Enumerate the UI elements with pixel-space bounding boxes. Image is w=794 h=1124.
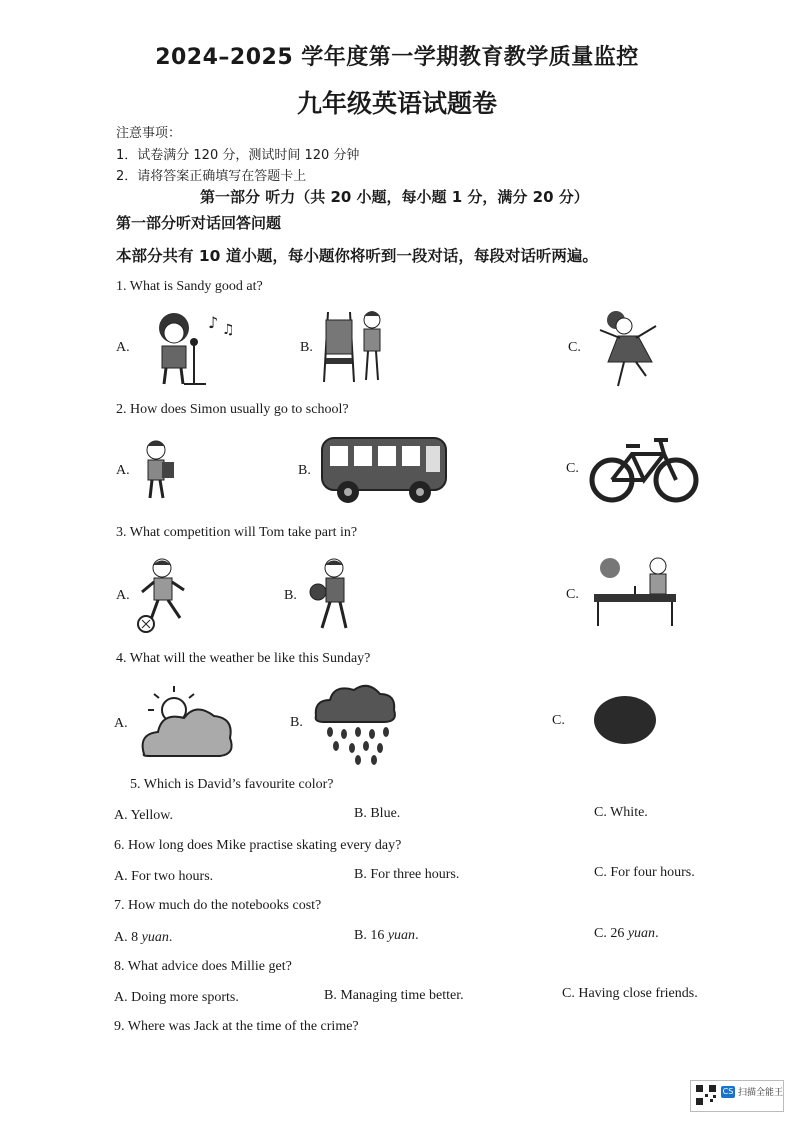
svg-text:♫: ♫ (222, 322, 235, 338)
exam-subtitle: 九年级英语试题卷 (296, 89, 497, 118)
q1-option-c-label: C. (568, 340, 581, 355)
note-item-1: 1．试卷满分 120 分，测试时间 120 分钟 (116, 148, 360, 163)
cs-badge: CS (722, 1087, 734, 1096)
question-8: 8. What advice does Millie get? (114, 959, 292, 974)
dancing-girl-icon (594, 306, 662, 388)
bus-icon (320, 434, 450, 506)
q3-option-c-label: C. (566, 587, 579, 602)
q1-option-b-label: B. (300, 340, 313, 355)
q5-option-a: A. Yellow. (114, 808, 173, 823)
question-2: 2. How does Simon usually go to school? (116, 402, 349, 417)
q8-option-b: B. Managing time better. (324, 988, 464, 1003)
q4-option-a-label: A. (114, 716, 128, 731)
dark-cloud-icon (592, 694, 658, 746)
section-title: 第一部分听对话回答问题 (116, 214, 282, 232)
q5-option-b: B. Blue. (354, 806, 401, 821)
question-3: 3. What competition will Tom take part in? (116, 525, 358, 540)
exam-title: 2024–2025 学年度第一学期教育教学质量监控 (155, 45, 639, 70)
q7-option-c: C. 26 yuan. (594, 926, 659, 941)
qr-code-icon (695, 1084, 717, 1106)
q4-option-c-label: C. (552, 713, 565, 728)
scanner-app-name: 扫描全能王 (738, 1088, 784, 1098)
q3-option-b-label: B. (284, 588, 297, 603)
bicycle-icon (588, 434, 700, 504)
q4-option-b-label: B. (290, 715, 303, 730)
question-9: 9. Where was Jack at the time of the crime? (114, 1019, 359, 1034)
question-1: 1. What is Sandy good at? (116, 279, 263, 294)
q3-option-a-label: A. (116, 588, 130, 603)
question-4: 4. What will the weather be like this Sunday? (116, 651, 371, 666)
football-boy-icon (136, 556, 190, 634)
q2-option-c-label: C. (566, 461, 579, 476)
q6-option-a: A. For two hours. (114, 869, 214, 884)
question-6: 6. How long does Mike practise skating every day? (114, 838, 402, 853)
walking-boy-icon (136, 436, 180, 500)
q7-option-b: B. 16 yuan. (354, 928, 419, 943)
q2-option-b-label: B. (298, 463, 311, 478)
question-7: 7. How much do the notebooks cost? (114, 898, 322, 913)
question-5: 5. Which is David’s favourite color? (130, 777, 334, 792)
q2-option-a-label: A. (116, 463, 130, 478)
q6-option-b: B. For three hours. (354, 867, 460, 882)
partly-cloudy-icon (136, 682, 236, 762)
q7-option-a: A. 8 yuan. (114, 930, 173, 945)
basketball-boy-icon (306, 556, 360, 634)
notes-heading: 注意事项： (116, 126, 182, 141)
q1-option-a-label: A. (116, 340, 130, 355)
rain-icon (312, 680, 398, 766)
note-item-2: 2．请将答案正确填写在答题卡上 (116, 169, 307, 184)
part1-title: 第一部分 听力（共 20 小题，每小题 1 分，满分 20 分） (200, 188, 589, 206)
section-instruction: 本部分共有 10 道小题，每小题你将听到一段对话，每段对话听两遍。 (116, 247, 598, 265)
scanner-watermark (690, 1080, 784, 1112)
q5-option-c: C. White. (594, 805, 648, 820)
q8-option-c: C. Having close friends. (562, 986, 698, 1001)
svg-text:♪: ♪ (208, 313, 219, 332)
q6-option-c: C. For four hours. (594, 865, 695, 880)
q8-option-a: A. Doing more sports. (114, 990, 239, 1005)
painting-girl-icon (320, 302, 390, 386)
ping-pong-icon (590, 556, 680, 630)
singing-girl-icon (136, 306, 240, 386)
